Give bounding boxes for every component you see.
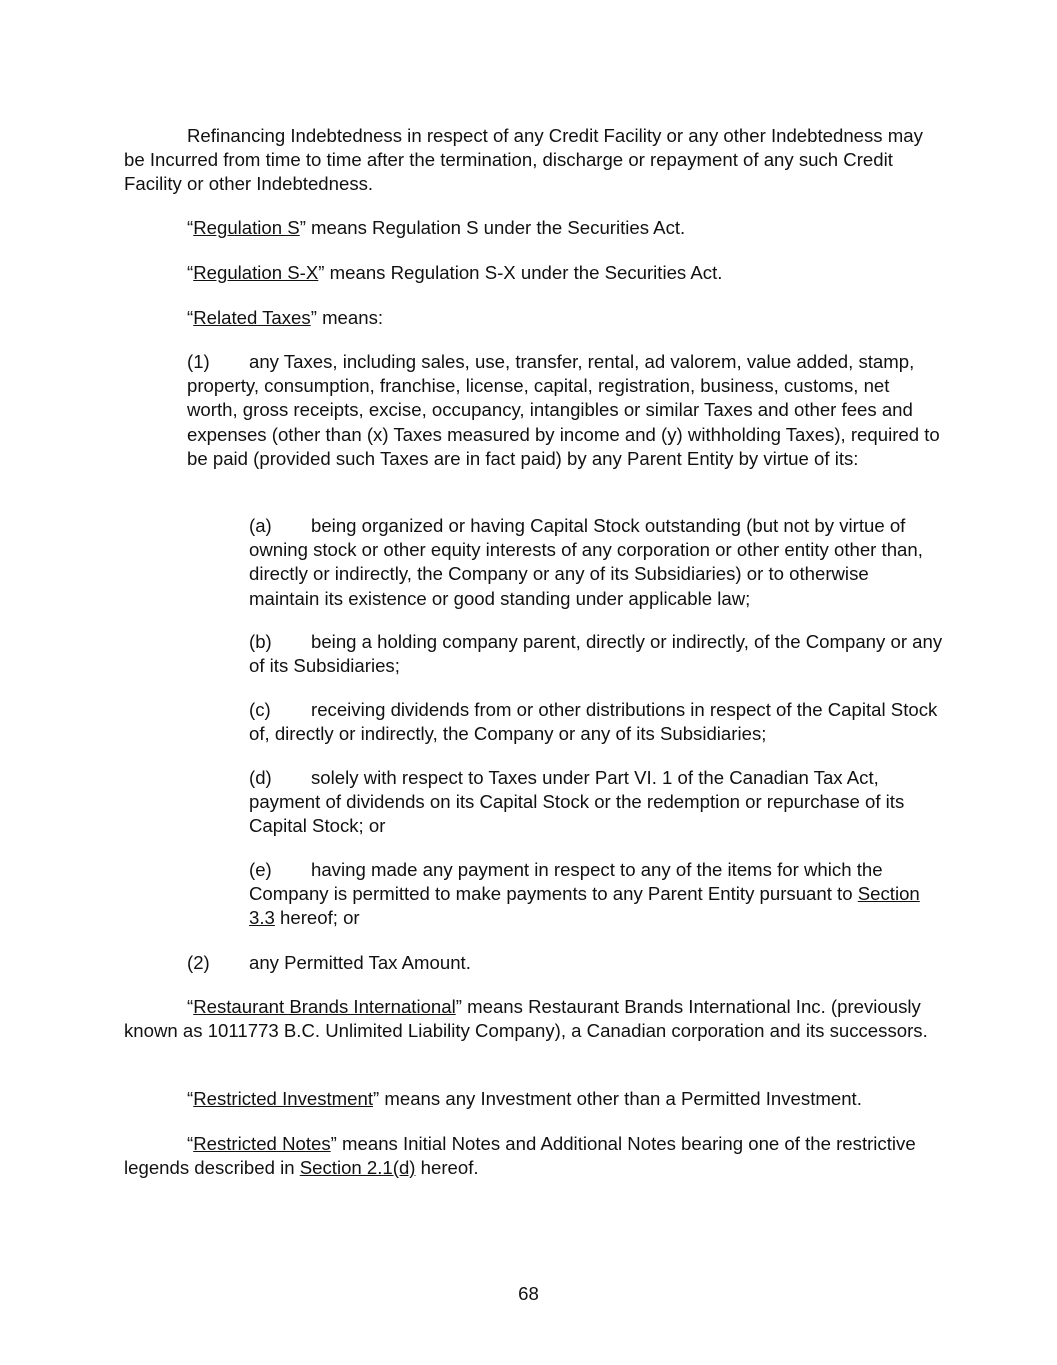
defined-term: Regulation S-X — [193, 262, 319, 283]
defined-term: Related Taxes — [193, 307, 311, 328]
section-reference: Section 3.3 — [249, 883, 920, 929]
defined-term: Regulation S — [193, 217, 300, 238]
continuation-paragraph: Refinancing Indebtedness in respect of any Credit Facility or any other Indebtedness may be Incurred from time to time after the termination, discharge or repayment of any such Credit Facility or other Indebtedness. — [124, 125, 923, 195]
subclause-b: (b) being a holding company parent, directly or indirectly, of the Company or any of its Subsidiaries; — [249, 631, 943, 677]
subclause-e: (e) having made any payment in respect to any of the items for which the Company is permitted to make payments to any Parent Entity pursuant to Section 3.3 hereof; or — [249, 859, 920, 929]
defined-term: Restricted Investment — [193, 1088, 374, 1109]
definition-restricted-notes: “Restricted Notes” means Initial Notes and Additional Notes bearing one of the restrictive legends described in Section 2.1(d) hereof. — [124, 1133, 916, 1179]
definition-related-taxes: “Related Taxes” means: — [187, 307, 384, 328]
subclause-d: (d) solely with respect to Taxes under Part VI. 1 of the Canadian Tax Act, payment of dividends on its Capital Stock or the redemption or repurchase of its Capital Stock; or — [249, 767, 905, 837]
defined-term: Restricted Notes — [193, 1133, 331, 1154]
clause-1: (1) any Taxes, including sales, use, transfer, rental, ad valorem, value added, stamp, property, consumption, franchise, license, capital, registration, business, customs, net worth, gross receipts, excise, occupancy, intangibles or similar Taxes and other fees and expenses (other than (x) Taxes measured by income and (y) withholding Taxes), required to be paid (provided such Taxes are in fact paid) by any Parent Entity by virtue of its: — [187, 351, 940, 469]
subclause-a: (a) being organized or having Capital Stock outstanding (but not by virtue of owning stock or other equity interests of any corporation or other entity other than, directly or indirectly, the Company or any of its Subsidiaries) or to otherwise maintain its existence or good standing under applicable law; — [249, 515, 923, 609]
section-reference: Section 2.1(d) — [299, 1157, 416, 1179]
definition-restaurant-brands-international: “Restaurant Brands International” means Restaurant Brands International Inc. (previously known as 1011773 B.C. Unlimited Liability Company), a Canadian corporation and its successors. — [124, 996, 928, 1042]
definition-regulation-sx: “Regulation S-X” means Regulation S-X under the Securities Act. — [187, 262, 723, 283]
definition-restricted-investment: “Restricted Investment” means any Investment other than a Permitted Investment. — [187, 1088, 862, 1109]
defined-term: Restaurant Brands International — [193, 996, 456, 1017]
subclause-c: (c) receiving dividends from or other distributions in respect of the Capital Stock of, directly or indirectly, the Company or any of its Subsidiaries; — [249, 699, 938, 745]
definition-regulation-s: “Regulation S” means Regulation S under the Securities Act. — [187, 217, 686, 238]
clause-2: (2) any Permitted Tax Amount. — [187, 952, 471, 973]
page-number: 68 — [518, 1283, 539, 1304]
